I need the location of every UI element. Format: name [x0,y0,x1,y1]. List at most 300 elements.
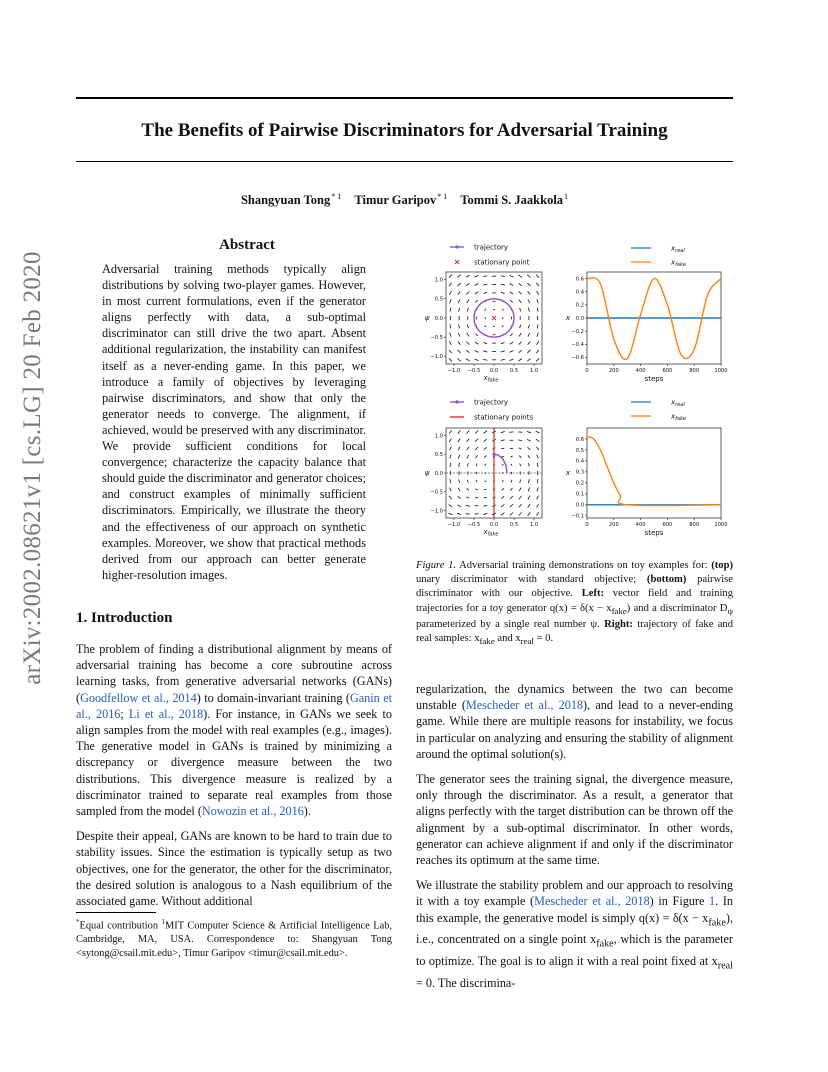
y-tick-label: 0.5 [434,452,443,459]
vector-field-arrow [483,359,487,360]
vector-field-arrow [519,350,522,353]
text-run: ; [120,706,129,721]
vector-field-arrow [475,431,478,434]
text-run: ). [303,804,311,819]
vector-field-arrow [483,276,487,277]
vector-field-arrow [459,308,460,312]
vector-field-arrow [519,291,522,294]
vector-field-arrow [510,351,514,353]
vector-field-arrow [476,480,477,482]
vector-field-arrow [501,351,505,352]
vector-field-arrow [483,351,487,352]
vector-field-arrow [528,291,531,294]
trajectory-start-marker [492,453,495,456]
vector-field-arrow [537,341,539,345]
text-run: We illustrate the stability problem and our approach to resolving it with a toy example ( [416,878,733,909]
y-tick-label: 0.0 [575,315,584,322]
text-run: ) and a discriminator D [626,602,728,614]
vector-field-arrow [466,283,469,286]
citation-link[interactable]: Ganin et al., 2016 [76,690,392,721]
figure-reference-link[interactable]: 1 [709,894,716,909]
vector-field-arrow [528,299,530,303]
arxiv-id-text: arXiv:2002.08621v1 [cs.LG] 20 Feb 2020 [19,251,47,685]
text-run: = 0. The discrimina- [416,975,516,990]
vector-field-arrow [449,358,452,361]
intro-paragraph-2: Despite their appeal, GANs are known to be hard to train due to stability issues. Since the estimation is typically setup as two objectives, one for the generator, the other for the discriminator, the desired solution is analogous to a Nash equilibrium of the associated game. Without additional [76,829,392,909]
vector-field-arrow [528,512,531,515]
y-tick-label: 1.0 [434,277,443,284]
vector-field-arrow [466,350,469,353]
vector-field-arrow [528,504,530,507]
vector-field-arrow [449,447,451,451]
x-axis-label: steps [644,529,664,537]
x-tick-label: 0.0 [489,368,499,374]
vector-field-arrow [537,291,539,295]
legend-trajectory-label: trajectory [474,243,509,252]
vector-field-arrow [467,325,468,329]
y-tick-label: 0.0 [575,502,584,509]
vector-field-arrow [528,463,529,466]
vector-field-arrow [518,440,522,441]
vector-field-arrow [501,431,505,432]
trajectory-line [494,454,507,473]
y-axis-label: ψ [424,469,430,477]
vector-field-arrow [475,292,478,294]
vector-field-arrow [528,479,529,483]
text-run: (top) [711,560,733,571]
text-run: ) to domain-invariant training ( [196,690,350,705]
y-tick-label: −0.5 [430,334,443,341]
vector-field-arrow [450,455,451,459]
vector-field-arrow [467,439,470,442]
y-tick-label: −1.0 [430,508,443,515]
x-tick-label: 0.5 [509,368,519,374]
author-affiliation-mark: * 1 [437,192,448,201]
vector-field-arrow [458,447,460,451]
vector-field-arrow [519,283,522,286]
y-tick-label: 0.5 [575,447,584,454]
vector-field-arrow [449,504,452,507]
vector-field-arrow [449,291,451,295]
vector-field-arrow [501,284,505,285]
vector-field-arrow [466,275,470,277]
vector-field-arrow [475,342,478,344]
vector-field-arrow [536,439,539,442]
x-tick-label: 0 [585,368,589,374]
x-tick-label: −0.5 [467,522,481,528]
vector-field-arrow [537,333,539,337]
citation-link[interactable]: Nowozin et al., 2016 [201,804,304,819]
legend-fake-label: $x_{fake}$ [671,258,686,268]
vector-field-arrow [484,481,486,482]
vector-field-arrow [449,350,452,353]
vector-field-arrow [537,455,539,459]
x-axis-label: steps [644,375,664,383]
vector-field-arrow [449,283,452,286]
vector-field-arrow [511,480,512,483]
footnote-mark: * [76,918,80,926]
text-run: ), i.e., concentrated on a single point x [416,910,733,947]
y-tick-label: 0.4 [575,289,584,296]
vector-field-arrow [475,351,479,353]
text-run: vector field and training trajectories for a toy generator q(x) = δ(x − x [416,588,733,614]
author-2 [354,193,447,207]
y-tick-label: 0.3 [575,469,584,476]
x-tick-label: −1.0 [447,368,461,374]
vector-field-arrow [511,464,512,466]
vector-field-arrow [520,325,521,329]
text-run: . In this example, the generative model is simply q(x) = δ(x − x [416,894,734,925]
vector-field-arrow [484,326,486,328]
vector-field-arrow [501,448,504,449]
vector-field-arrow [527,275,530,278]
x-tick-label: 800 [689,522,700,528]
vector-field-arrow [475,489,477,490]
vector-field-arrow [501,504,504,507]
x-tick-label: 400 [635,368,646,374]
vector-field-arrow [510,448,513,449]
text-run: ), and lead to a never-ending game. While there are multiple reasons for instability, we focus in particular on analyzing and ensuring the stability of alignment around the optimal solution(s). [416,698,733,761]
text-run: The problem of finding a distributional alignment by means of adversarial training has become a core subroutine across learning tasks, from generative adversarial networks (GANs) ( [76,642,392,705]
vector-field-arrow [501,496,504,498]
arxiv-stamp [10,251,56,685]
vector-field-arrow [483,284,487,285]
vector-field-arrow [536,447,539,450]
vector-field-arrow [519,496,521,499]
author-name: Tommi S. Jaakkola [460,193,564,208]
vector-field-arrow [519,448,522,449]
x-tick-label: 800 [689,368,700,374]
vector-field-arrow [510,300,512,302]
vector-field-arrow [467,308,468,312]
x-tick-label: 1000 [714,368,728,374]
vector-field-arrow [536,275,539,278]
x-tick-label: 1000 [714,522,728,528]
vector-field-arrow [520,479,521,482]
vector-field-arrow [510,359,514,361]
vector-field-arrow [450,463,451,467]
vector-field-arrow [458,496,461,498]
y-tick-label: 0.2 [575,480,584,487]
legend-fake-label: $x_{fake}$ [671,412,686,422]
vector-field-arrow [537,504,539,508]
text-run: fake [596,938,614,950]
figure-1-caption [416,559,733,648]
vector-field-arrow [527,350,530,353]
y-tick-label: −0.5 [430,489,443,496]
vector-field-arrow [458,333,460,337]
intro-paragraph-1 [76,641,392,819]
vector-field-arrow [459,479,460,482]
caption-label: Figure 1. [416,560,457,571]
x-tick-label: −1.0 [447,522,461,528]
vector-field-arrow [450,479,451,483]
vector-field-arrow [510,284,514,286]
vector-field-arrow [520,463,521,466]
vector-field-arrow [528,496,530,500]
vector-field-arrow [510,334,512,336]
vector-field-arrow [475,334,477,336]
y-tick-label: 1.0 [434,433,443,440]
vector-field-arrow [466,505,470,506]
y-tick-label: 0.6 [575,436,584,443]
vector-field-arrow [458,341,461,344]
vector-field-arrow [467,463,468,466]
citation-link[interactable]: Mescheder et al., 2018 [465,698,584,713]
vector-field-arrow [466,291,469,294]
vector-field-arrow [510,275,514,277]
vector-field-arrow [528,341,531,344]
vector-field-arrow [450,324,451,328]
vector-field-arrow [467,300,469,303]
intro-paragraph-3 [416,681,733,762]
text-run: MIT Computer Science & Artificial Intelligence Lab, Cambridge, MA, USA. Correspondence to: Shangyuan Tong <sytong@csail.mit.edu>, Timur Garipov <timur@csail.mit.edu>. [76,920,392,959]
vector-field-arrow [467,480,468,483]
vector-field-arrow [484,309,486,311]
vector-field-arrow [501,276,505,277]
vector-field-arrow [457,513,461,514]
legend-real-label: $x_{real}$ [671,398,685,408]
vector-field-arrow [527,283,530,286]
vector-field-arrow [450,308,451,312]
text-run: regularization, the dynamics between the two can become unstable ( [416,682,733,713]
vector-field-arrow [520,308,521,312]
vector-field-arrow [475,439,478,442]
abstract-body: Adversarial training methods typically align distributions by solving two-player games. However, in most current formulations, even if the generator aligns perfectly with data, a sub-optimal discriminator can still drive the two apart. Absent additional regularization, the instability can manifest itself as a never-ending game. In this paper, we introduce a family of objectives by leveraging pairwise discriminators, and show that only the generator needs to converge. The alignment, if achieved, would be preserved with any discriminator. We provide sufficient conditions for local convergence; characterize the capacity balance that should guide the discriminator and generator choices; and construct examples of minimally sufficient discriminators. Empirically, we illustrate the theory and the effectiveness of our approach on synthetic examples. Moreover, we show that practical methods derived from our approach can better generate higher-resolution images. [102,262,366,582]
vector-field-arrow [536,350,539,353]
figure-1 [416,238,733,548]
vector-field-arrow [467,333,469,336]
vector-field-arrow [475,275,479,277]
vector-field-arrow [510,504,513,507]
x-tick-label: −0.5 [467,368,481,374]
vector-field-arrow [485,464,486,466]
vector-field-arrow [458,488,460,491]
author-list [76,192,733,208]
y-tick-label: 0.0 [434,315,443,322]
author-name: Timur Garipov [354,193,437,208]
vector-field-arrow [458,299,460,303]
vector-field-arrow [466,342,469,345]
vector-field-arrow [458,430,461,433]
legend-real-label: $x_{real}$ [671,244,685,254]
x-tick-label: 200 [608,368,619,374]
vector-field-arrow [476,463,477,466]
vector-field-arrow [537,299,539,303]
vector-field-arrow [458,291,461,294]
text-run: fake [479,636,495,647]
y-tick-label: 0.5 [434,296,443,303]
vector-field-arrow [536,431,540,433]
y-tick-label: 0.6 [575,276,584,283]
text-run: real [520,636,534,647]
x-tick-label: 0.0 [489,522,499,528]
y-axis-label: x [565,469,571,477]
vector-field-arrow [457,359,460,362]
text-run: fake [611,605,627,616]
vector-field-arrow [458,283,461,286]
text-run: and x [494,633,521,645]
x-tick-label: 1.0 [529,368,539,374]
vector-field-arrow [484,456,486,458]
text-run: ). For instance, in GANs we seek to align samples from the model with real examples (e.g., images). The generative model in GANs is trained by minimizing a discrepancy or divergence measure between the two distributions. This divergence measure is realized by a discriminator trained to separate real examples from those sampled from the model ( [76,706,393,819]
vector-field-arrow [537,487,538,491]
vector-field-arrow [518,275,522,277]
vector-field-arrow [519,512,522,515]
text-run: , which is the parameter to optimize. The goal is to align it with a real point fixed at x [416,932,733,968]
vector-field-arrow [483,513,487,514]
intro-paragraph-4: The generator sees the training signal, the divergence measure, only through the discriminator. As a result, a generator that aligns perfectly with the target distribution can be thrown off the alignment by a sub-optimal discriminator. In other words, generator can achieve alignment if and only if the discriminator reaches its optimum at the same time. [416,772,733,868]
x-axis-label: $x_{fake}$ [483,528,499,538]
author-affiliation-mark: * 1 [331,192,342,201]
vector-field-arrow [519,333,521,336]
text-run: = 0. [533,633,554,645]
vector-field-arrow [519,456,521,458]
text-run: ψ [727,605,733,616]
vector-field-arrow [450,299,452,303]
vector-field-arrow [483,342,487,343]
vector-field-arrow [527,447,530,449]
vector-field-arrow [484,439,487,442]
vector-field-arrow [501,359,505,360]
footnote-rule [76,912,156,913]
left-column [76,641,392,918]
x-tick-label: 600 [662,522,673,528]
author-3 [460,193,568,207]
vector-field-arrow [510,456,512,457]
vector-field-arrow [536,358,539,361]
title-rule-bottom [76,161,733,162]
vector-field-arrow [458,439,460,442]
x-axis-label: $x_{fake}$ [483,374,499,384]
vector-field-arrow [510,292,513,294]
y-tick-label: 0.1 [575,491,584,498]
vector-field-arrow [528,308,529,312]
text-run: trajectory of fake and real samples: x [416,618,733,645]
text-run: parameterized by a single real number ψ. [416,618,605,630]
legend-stationary-marker [455,260,459,264]
vector-field-arrow [459,463,460,467]
vector-field-arrow [502,309,504,311]
vector-field-arrow [528,487,530,491]
vector-field-arrow [483,292,487,293]
text-run: fake [708,917,726,929]
citation-link[interactable]: Mescheder et al., 2018 [534,894,650,909]
vector-field-arrow [459,324,460,328]
vector-field-arrow [502,480,503,482]
abstract-heading: Abstract [219,237,275,253]
vector-field-arrow [510,496,513,499]
vector-field-arrow [484,497,487,498]
vector-field-arrow [527,439,531,441]
section-heading-introduction: 1. Introduction [76,610,173,626]
y-tick-label: −0.2 [571,328,584,335]
x-tick-label: 0 [585,522,589,528]
vector-field-arrow [537,308,538,312]
text-run: (bottom) [646,574,687,586]
vector-field-arrow [536,512,538,515]
vector-field-arrow [502,488,504,490]
stationary-point-marker [492,316,496,320]
legend-stationary-label: stationary points [474,413,534,422]
vector-field-arrow [457,275,460,278]
vector-field-arrow [476,455,478,458]
x-tick-label: 200 [608,522,619,528]
vector-field-arrow [449,341,451,345]
figure-1-plots [416,238,733,548]
intro-paragraph-5 [416,877,733,991]
vector-field-arrow [519,342,522,345]
vector-field-arrow [457,505,461,507]
vector-field-arrow [528,324,529,328]
citation-link[interactable]: Goodfellow et al., 2014 [80,690,197,705]
text-run: Right: [604,618,633,630]
vector-field-arrow [475,284,479,286]
vector-field-arrow [527,431,531,432]
x-tick-label: 1.0 [529,522,539,528]
citation-link[interactable]: Li et al., 2018 [128,706,204,721]
vector-field-arrow [449,488,451,492]
vector-field-arrow [501,292,505,293]
vector-field-arrow [466,431,469,434]
vector-field-arrow [501,440,505,441]
y-tick-label: 0.0 [434,470,443,477]
vector-field-arrow [519,300,521,303]
vector-field-arrow [475,300,477,302]
vector-field-arrow [518,359,522,361]
title-rule-top [76,97,733,99]
vector-field-arrow [502,326,504,328]
vector-field-arrow [475,447,478,450]
vector-field-arrow [527,359,530,362]
y-tick-label: −1.0 [430,354,443,361]
vector-field-arrow [519,488,521,492]
text-run: pairwise discriminator with our objective. [416,574,733,600]
vector-field-arrow [449,430,451,433]
vector-field-arrow [537,496,539,500]
legend-stationary-label: stationary point [474,258,530,267]
vector-field-arrow [475,497,478,498]
author-affiliation-mark: 1 [564,192,569,201]
vector-field-arrow [449,496,452,499]
text-run: unary discriminator with standard objective; [416,574,647,586]
vector-field-arrow [449,275,452,278]
vector-field-arrow [501,342,505,343]
paper-title: The Benefits of Pairwise Discriminators for Adversarial Training [141,120,668,141]
text-run: real [717,960,733,972]
footnote-mark: 1 [161,918,165,926]
vector-field-arrow [501,513,504,515]
footnote [76,916,392,960]
vector-field-arrow [537,324,538,328]
vector-field-arrow [510,513,513,516]
vector-field-arrow [510,488,512,491]
vector-field-arrow [528,333,530,337]
series-line-x-fake [587,437,721,506]
vector-field-arrow [483,505,487,506]
author-name: Shangyuan Tong [240,193,331,208]
y-tick-label: 0.2 [575,302,584,309]
x-tick-label: 0.5 [509,522,519,528]
vector-field-arrow [467,488,469,490]
x-tick-label: 600 [662,368,673,374]
text-run: ) in Figure [649,894,710,909]
vector-field-arrow [519,504,522,507]
vector-field-arrow [467,447,469,450]
legend-trajectory-marker [455,245,458,248]
vector-field-arrow [537,479,538,483]
vector-field-arrow [537,463,538,467]
